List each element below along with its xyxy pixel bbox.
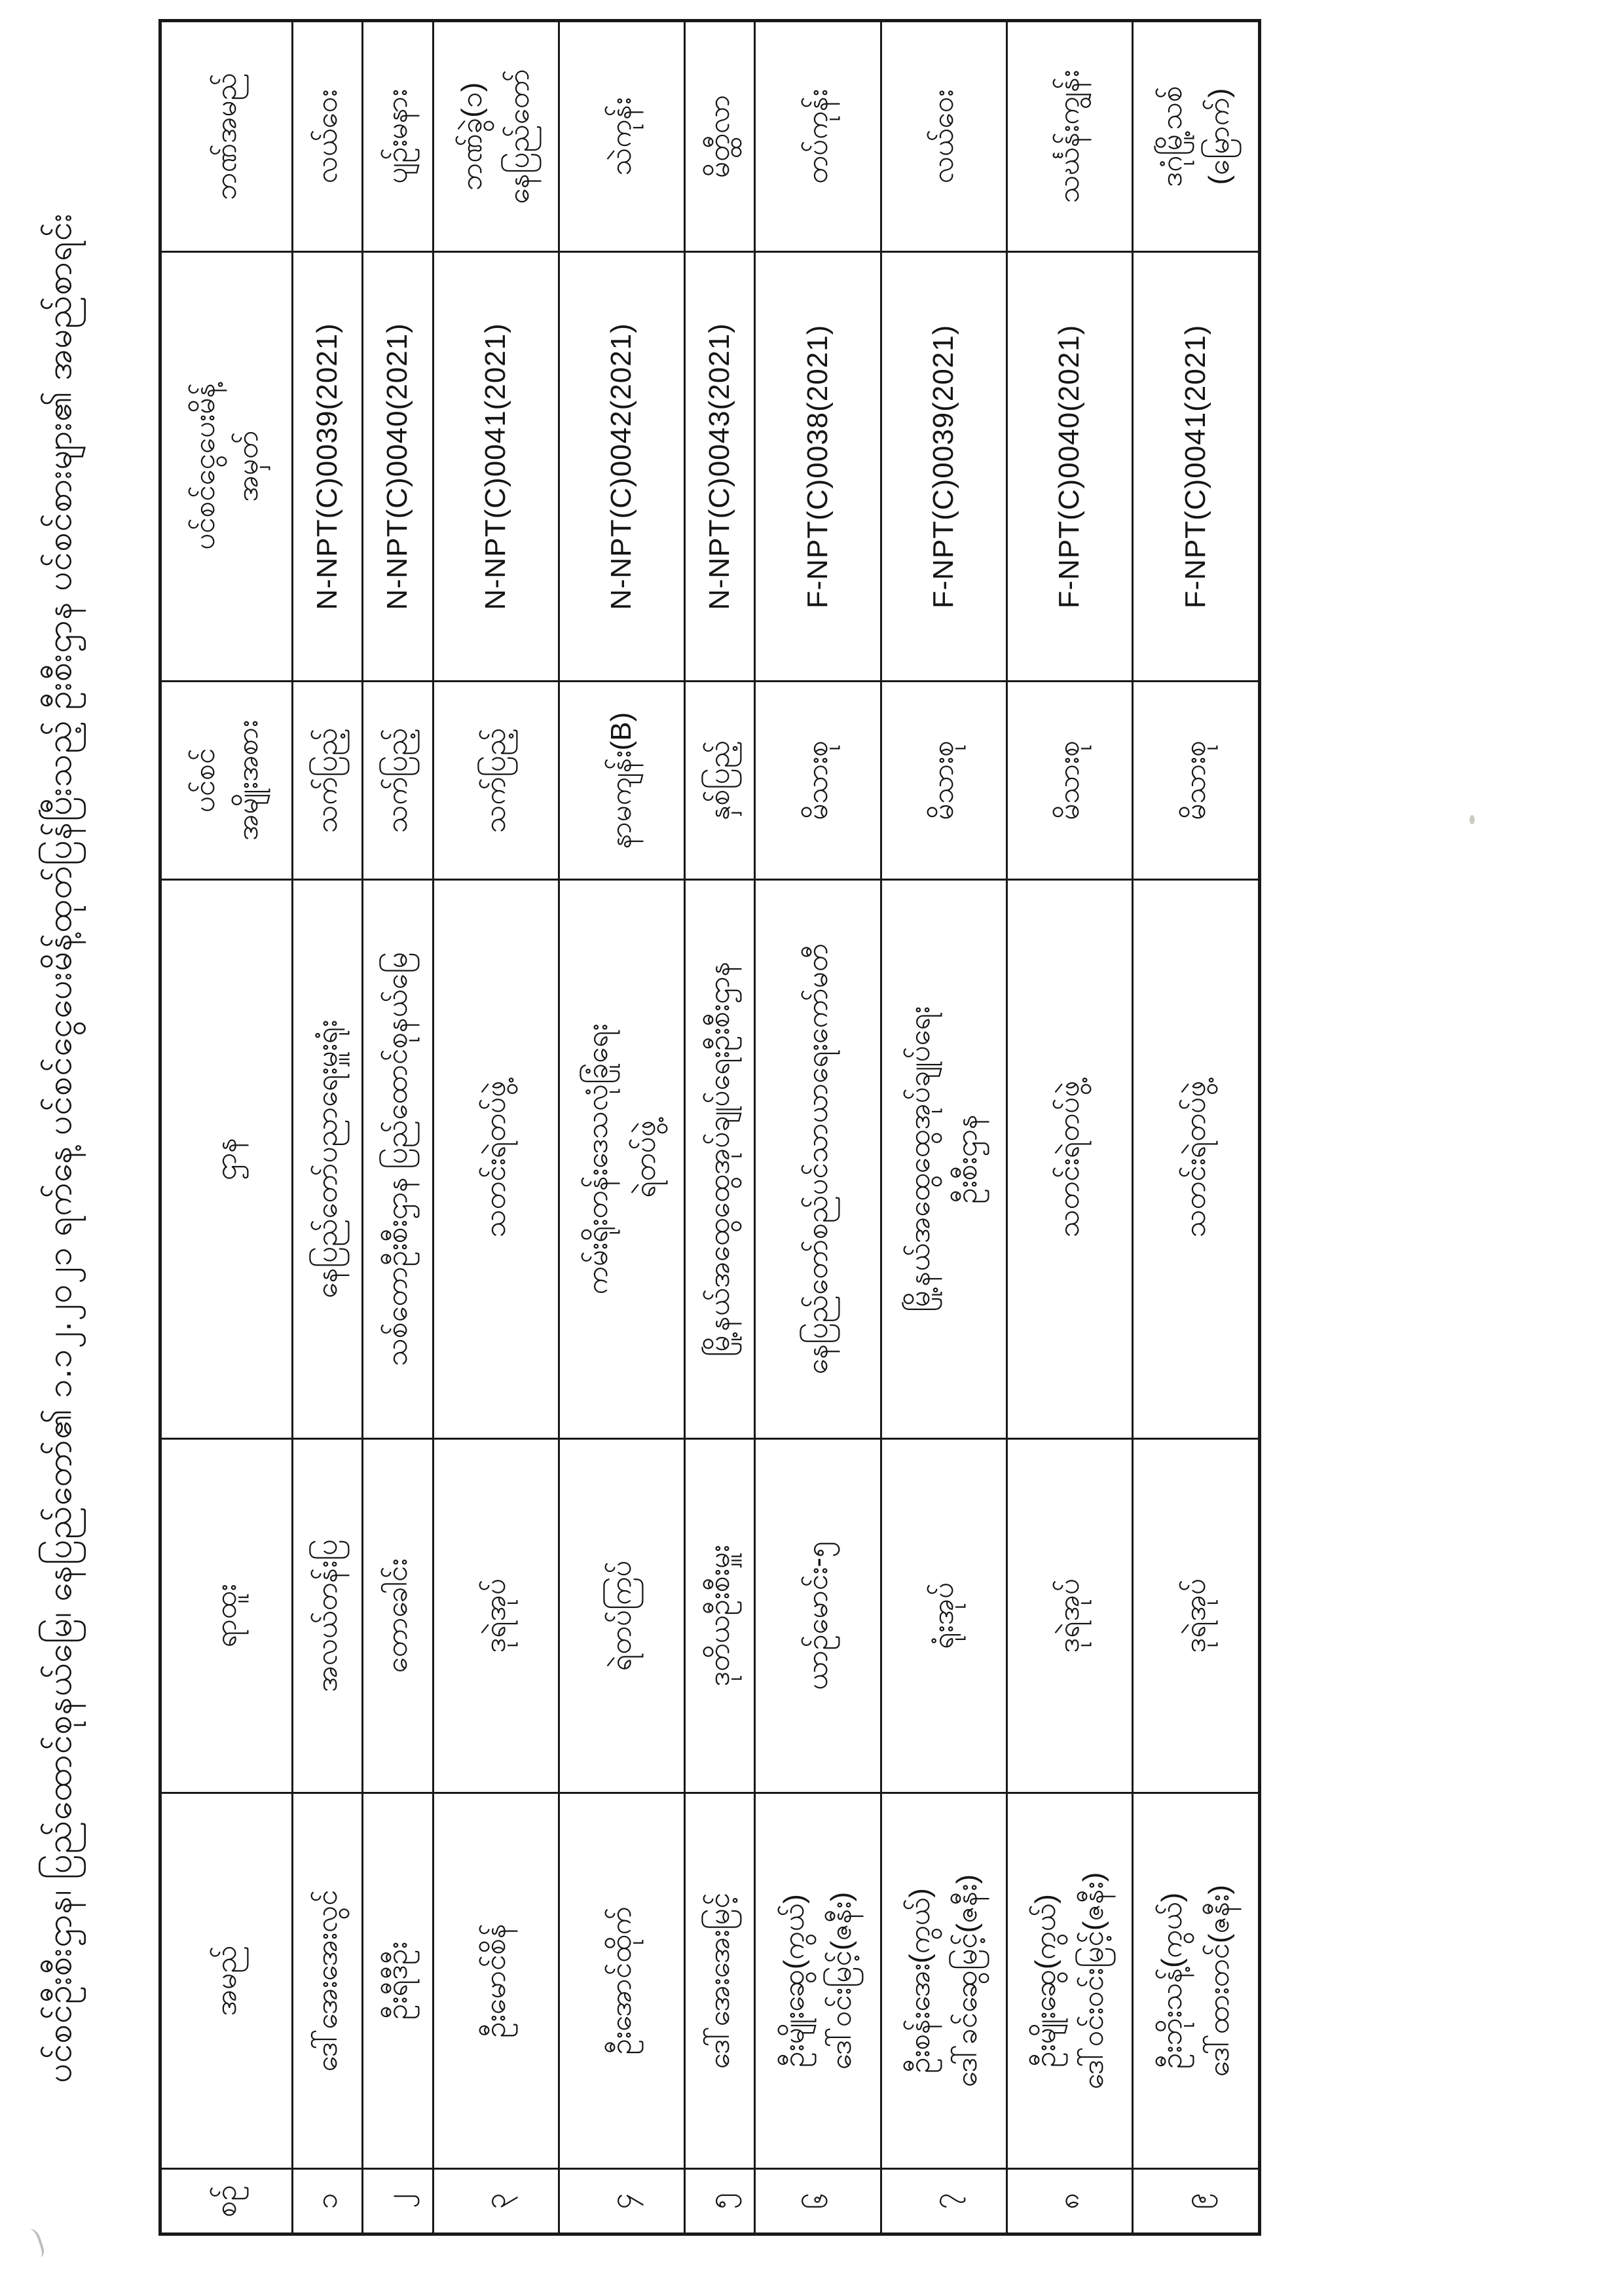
header-row <box>160 21 293 2234</box>
cell-name-4: ဦးအောင်ထိုက် <box>559 1793 684 2169</box>
cell-no-4: ၄ <box>559 2169 684 2234</box>
cell-pension-type-9: မိသားစု <box>1133 682 1260 880</box>
header-name: အမည် <box>160 1793 293 2169</box>
table-row-4 <box>559 21 684 2234</box>
cell-position-9: ဒုရဲအုပ် <box>1133 1439 1260 1793</box>
table-row-8 <box>1007 21 1133 2234</box>
cell-name-7: ဦးစန်းအေး(ကွယ်) ဒေါ်ခင်ဆွေမြင့်(ဇနီး) <box>881 1793 1006 2169</box>
cell-department-3: သတင်းရဲတပ်ဖွဲ့ <box>433 880 559 1439</box>
cell-bank-7: လယ်ဝေး <box>881 21 1006 252</box>
cell-position-4: ရဲတပ်ကြပ် <box>559 1439 684 1793</box>
header-position: ရာထူး <box>160 1439 293 1793</box>
cell-order-no-9: F-NPT(C)0041(2021) <box>1133 252 1260 682</box>
cell-department-2: သစ်တောဦးစီးဌာန ပြည်ထောင်စုနယ်မြေ <box>363 880 433 1439</box>
cell-department-7: မြို့နယ်အထွေထွေအုပ်ချုပ်ရေး ဦးစီးဌာန <box>881 880 1006 1439</box>
cell-no-9: ၉ <box>1133 2169 1260 2234</box>
table-row-9 <box>1133 21 1260 2234</box>
cell-no-1: ၁ <box>293 2169 363 2234</box>
cell-pension-type-5: နှစ်ပြည့် <box>685 682 755 880</box>
cell-order-no-8: F-NPT(C)0040(2021) <box>1007 252 1133 682</box>
cell-pension-type-6: မိသားစု <box>755 682 881 880</box>
header-bank: ဘဏ်အမည် <box>160 21 293 252</box>
cell-bank-1: လယ်ဝေး <box>293 21 363 252</box>
cell-position-3: ဒုရဲအုပ် <box>433 1439 559 1793</box>
cell-pension-type-1: သက်ပြည့် <box>293 682 363 880</box>
cell-order-no-5: N-NPT(C)0043(2021) <box>685 252 755 682</box>
cell-pension-type-8: မိသားစု <box>1007 682 1133 880</box>
cell-no-5: ၅ <box>685 2169 755 2234</box>
header-order-no: ပင်စင်ငွေပေးမိန့် အမှတ် <box>160 252 293 682</box>
cell-pension-type-7: မိသားစု <box>881 682 1006 880</box>
cell-position-2: တောခေါင်း <box>363 1439 433 1793</box>
cell-name-6: ဦးမျိုးဆွေ(ကွယ်) ဒေါ်ဝင်းမြင့်(ဇနီး) <box>755 1793 881 2169</box>
cell-name-1: ဒေါ်အေးအေးလွင် <box>293 1793 363 2169</box>
cell-no-7: ၇ <box>881 2169 1006 2234</box>
cell-department-9: သတင်းရဲတပ်ဖွဲ့ <box>1133 880 1260 1439</box>
cell-name-8: ဦးမျိုးဆွေ(ကွယ်) ဒေါ်ဝင်းဝင်းမြင့်(ဇနီး) <box>1007 1793 1133 2169</box>
scan-speck <box>1469 815 1475 824</box>
cell-bank-5: မိတ္ထီလာ <box>685 21 755 252</box>
table-row-5 <box>685 21 755 2234</box>
cell-no-8: ၈ <box>1007 2169 1133 2234</box>
cell-pension-type-3: သက်ပြည့် <box>433 682 559 880</box>
cell-pension-type-2: သက်ပြည့် <box>363 682 433 880</box>
table-row-2 <box>363 21 433 2234</box>
cell-bank-3: ဘဏ်ခွဲ(၁) နေပြည်တော် <box>433 21 559 252</box>
cell-position-8: ဒုရဲအုပ် <box>1007 1439 1133 1793</box>
document-title: ပင်စင်ဦးစီးဌာန၊ ပြည်ထောင်စုနယ်မြေ၊ နေပြည်တော်၏ ၁.၁၂.၂၀၂၁ ရက်နေ့ ပင်စင်ငွေပေးမိန့်ထုတ်ပြန်ပြီးသည့် ဦးစီးဌာန ပင်စင်စားများ၏ အမည်စာရင်း <box>41 213 79 2083</box>
cell-bank-4: သဲကုန်း <box>559 21 684 252</box>
header-department: ဌာန <box>160 880 293 1439</box>
cell-bank-2: ပျဉ်းမနား <box>363 21 433 252</box>
cell-bank-6: တပ်ကုန်း <box>755 21 881 252</box>
table-row-3 <box>433 21 559 2234</box>
cell-no-6: ၆ <box>755 2169 881 2234</box>
cell-order-no-6: F-NPT(C)0038(2021) <box>755 252 881 682</box>
cell-department-5: မြို့နယ်အထွေထွေအုပ်ချုပ်ရေးဦးစီးဌာန <box>685 880 755 1439</box>
table-row-7 <box>881 21 1006 2234</box>
pension-list-table <box>158 19 1261 2236</box>
cell-no-2: ၂ <box>363 2169 433 2234</box>
cell-order-no-4: N-NPT(C)0042(2021) <box>559 252 684 682</box>
cell-position-6: ယာဉ်မောင်း-၅ <box>755 1439 881 1793</box>
table-row-1 <box>293 21 363 2234</box>
cell-name-9: ဦးဘိုးသန့်(ကွယ်) ဒေါ်ထားတင်(ဇနီး) <box>1133 1793 1260 2169</box>
cell-department-6: နေပြည်တော်စည်ပင်သာယာရေးကော်မတီ <box>755 880 881 1439</box>
cell-position-7: ရုံးအုပ် <box>881 1439 1006 1793</box>
cell-position-1: အလယ်တန်းပြ <box>293 1439 363 1793</box>
cell-department-8: သတင်းရဲတပ်ဖွဲ့ <box>1007 880 1133 1439</box>
cell-name-3: ဦးမောင်စိန် <box>433 1793 559 2169</box>
cell-department-1: နေပြည်တော်ပညာရေးမှူးရုံး <box>293 880 363 1439</box>
cell-order-no-1: N-NPT(C)0039(2021) <box>293 252 363 682</box>
cell-order-no-3: N-NPT(C)0041(2021) <box>433 252 559 682</box>
cell-name-5: ဒေါ်အေးအေးမြင့် <box>685 1793 755 2169</box>
cell-bank-9: ဒဂုံမြို့သစ် (မြောက်) <box>1133 21 1260 252</box>
cell-name-2: ဦးရီဒီဦး <box>363 1793 433 2169</box>
cell-bank-8: သင်္ဃန်းကျွန်း <box>1007 21 1133 252</box>
header-pension-type: ပင်စင် အမျိုးအစား <box>160 682 293 880</box>
cell-pension-type-4: နာမကျန်း(B) <box>559 682 684 880</box>
cell-order-no-7: F-NPT(C)0039(2021) <box>881 252 1006 682</box>
cell-order-no-2: N-NPT(C)0040(2021) <box>363 252 433 682</box>
cell-department-4: ကမ်းရိုးတန်းဒေသလုံခြုံရေး ရဲတပ်ဖွဲ့ <box>559 880 684 1439</box>
cell-position-5: ဒုတိယဦးစီးမှူး <box>685 1439 755 1793</box>
cell-no-3: ၃ <box>433 2169 559 2234</box>
table-row-6 <box>755 21 881 2234</box>
header-no: စဉ် <box>160 2169 293 2234</box>
